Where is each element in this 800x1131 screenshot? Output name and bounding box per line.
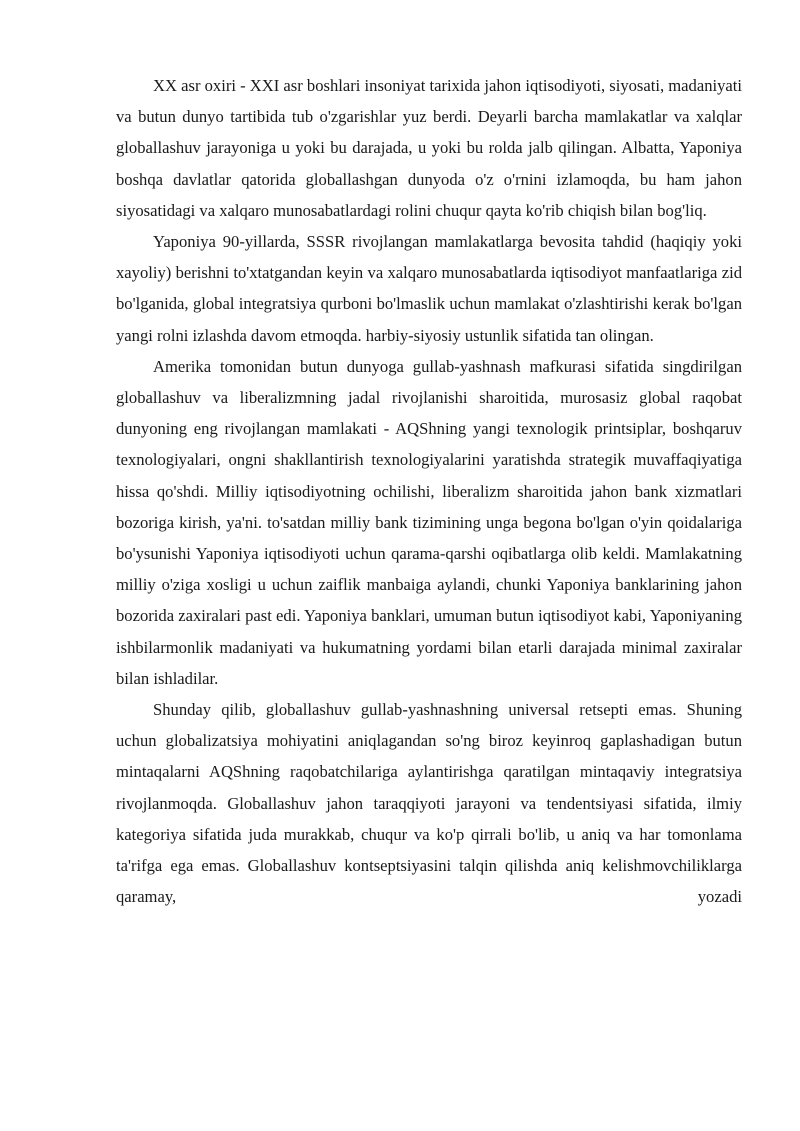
paragraph-3: Amerika tomonidan butun dunyoga gullab-yashnash mafkurasi sifatida singdirilgan globallashuv va liberalizmning jadal rivojlanishi sharoitida, murosasiz global raqobat dunyoning eng rivojlangan mamlakati - AQShning yangi texnologik printsiplar, boshqaruv texnologiyalari, ongni shakllantirish texnologiyalarini yaratishda strategik muvaffaqiyatiga hissa qo'shdi. Milliy iqtisodiyotning ochilishi, liberalizm sharoitida jahon bank xizmatlari bozoriga kirish, ya'ni. to'satdan milliy bank tizimining unga begona bo'lgan o'yin qoidalariga bo'ysunishi Yaponiya iqtisodiyoti uchun qarama-qarshi oqibatlarga olib keldi. Mamlakatning milliy o'ziga xosligi u uchun zaiflik manbaiga aylandi, chunki Yaponiya banklarining jahon bozorida zaxiralari past edi. Yaponiya banklari, umuman butun iqtisodiyot kabi, Yaponiyaning ishbilarmonlik madaniyati va hukumatning yordami bilan etarli darajada minimal zaxiralar bilan ishladilar.	[116, 356, 742, 688]
paragraph-2: Yaponiya 90-yillarda, SSSR rivojlangan mamlakatlarga bevosita tahdid (haqiqiy yoki xayoliy) berishni to'xtatgandan keyin va xalqaro munosabatlarda iqtisodiyot manfaatlariga zid bo'lganida, global integratsiya qurboni bo'lmaslik uchun mamlakat o'zlashtirishi kerak bo'lgan yangi rolni izlashda davom etmoqda. harbiy-siyosiy ustunlik sifatida tan olingan.	[116, 232, 742, 345]
document-page	[116, 70, 742, 912]
paragraph-1: XX asr oxiri - XXI asr boshlari insoniyat tarixida jahon iqtisodiyoti, siyosati, madaniyati va butun dunyo tartibida tub o'zgarishlar yuz berdi. Deyarli barcha mamlakatlar va xalqlar globallashuv jarayoniga u yoki bu darajada, u yoki bu rolda jalb qilingan. Albatta, Yaponiya boshqa davlatlar qatorida globallashgan dunyoda o'z o'rnini izlamoqda, bu ham jahon siyosatidagi va xalqaro munosabatlardagi rolini chuqur qayta ko'rib chiqish bilan bog'liq.	[116, 76, 742, 220]
paragraph-4: Shunday qilib, globallashuv gullab-yashnashning universal retsepti emas. Shuning uchun globalizatsiya mohiyatini aniqlagandan so'ng biroz keyinroq gaplashadigan butun mintaqalarni AQShning raqobatchilariga aylantirishga qaratilgan mintaqaviy integratsiya rivojlanmoqda. Globallashuv jahon taraqqiyoti jarayoni va tendentsiyasi sifatida, ilmiy kategoriya sifatida juda murakkab, chuqur va ko'p qirrali bo'lib, u aniq va har tomonlama ta'rifga ega emas. Globallashuv kontseptsiyasini talqin qilishda aniq kelishmovchiliklarga qaramay, yozadi	[116, 700, 742, 907]
